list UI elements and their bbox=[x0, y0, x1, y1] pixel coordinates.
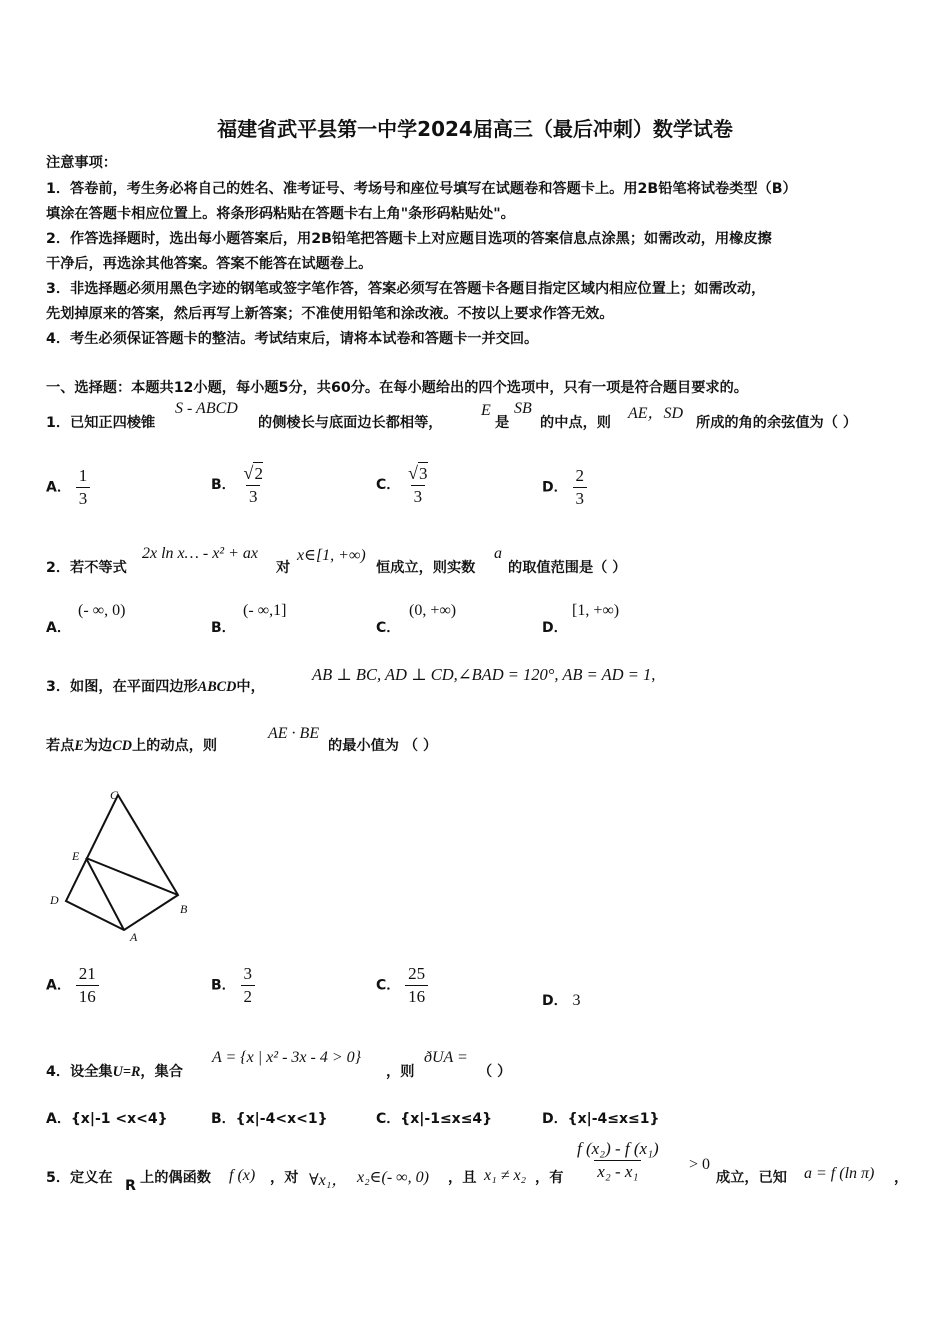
q5-math: > 0 bbox=[689, 1156, 711, 1173]
q5-math: f (x) bbox=[229, 1167, 256, 1184]
figure-label-c: C bbox=[110, 788, 119, 802]
q2-math: 2x ln x… - x² + ax bbox=[142, 545, 258, 562]
notes-line: 先划掉原来的答案，然后再写上新答案；不准使用铅笔和涂改液。不按以上要求作答无效。 bbox=[46, 306, 614, 322]
q5-set-r: R bbox=[125, 1178, 136, 1194]
quadrilateral-figure bbox=[44, 785, 204, 950]
q4-stem: （ ） bbox=[478, 1064, 512, 1080]
q2-option-d-value: [1, +∞) bbox=[572, 602, 620, 619]
figure-label-e: E bbox=[72, 849, 80, 863]
q3-stem: 3．如图，在平面四边形ABCD中， bbox=[46, 679, 265, 695]
notes-line: 2．作答选择题时，选出每小题答案后，用2B铅笔把答题卡上对应题目选项的答案信息点涂黑；如需改动，用橡皮擦 bbox=[46, 231, 772, 247]
q3-option-b[interactable]: B． $\frac{3}{2}$ bbox=[211, 963, 255, 1008]
q4-option-d[interactable]: D．{x|-4≤x≤1} bbox=[542, 1111, 660, 1127]
notes-line: 4．考生必须保证答题卡的整洁。考试结束后，请将本试卷和答题卡一并交回。 bbox=[46, 331, 539, 347]
q2-option-a-value: (- ∞, 0) bbox=[78, 602, 126, 619]
notes-heading: 注意事项： bbox=[46, 155, 117, 171]
notes-line: 干净后，再选涂其他答案。答案不能答在试题卷上。 bbox=[46, 256, 373, 272]
q4-option-c[interactable]: C．{x|-1≤x≤4} bbox=[376, 1111, 493, 1127]
q1-math: SB bbox=[514, 400, 532, 417]
q4-stem: 4．设全集U=R，集合 bbox=[46, 1064, 183, 1080]
q2-option-a[interactable]: A． bbox=[46, 620, 71, 636]
q5-math: ∀x₁， bbox=[309, 1172, 348, 1189]
q3-option-d[interactable]: D． 3 bbox=[542, 992, 581, 1009]
q2-option-b-value: (- ∞,1] bbox=[243, 602, 287, 619]
q2-stem: 2．若不等式 bbox=[46, 560, 127, 576]
figure-label-b: B bbox=[180, 902, 188, 916]
figure-segment-eb bbox=[86, 858, 178, 895]
q3-stem: 的最小值为 （ ） bbox=[328, 738, 438, 754]
q1-option-b[interactable]: B． $\frac{√2}{3}$ bbox=[211, 463, 263, 506]
q5-stem: ，有 bbox=[535, 1170, 564, 1186]
q1-stem: 是 bbox=[495, 415, 510, 431]
section-heading: 一、选择题：本题共12小题，每小题5分，共60分。在每小题给出的四个选项中，只有一项是符合题目要求的。 bbox=[46, 380, 748, 396]
q2-stem: 对 bbox=[276, 560, 291, 576]
q1-math: S - ABCD bbox=[175, 400, 238, 417]
q4-option-a[interactable]: A．{x|-1 <x<4} bbox=[46, 1111, 168, 1127]
q2-math: a bbox=[494, 545, 502, 562]
q2-stem: 的取值范围是（ ） bbox=[508, 560, 627, 576]
q1-math: AE，SD bbox=[628, 405, 684, 422]
q1-option-c[interactable]: C． $\frac{√3}{3}$ bbox=[376, 463, 428, 506]
q1-option-a[interactable]: A． $\frac{1}{3}$ bbox=[46, 465, 90, 510]
q2-option-b[interactable]: B． bbox=[211, 620, 236, 636]
q5-math: x₂∈(- ∞, 0) bbox=[357, 1169, 429, 1186]
q5-stem: ， bbox=[894, 1170, 909, 1186]
q5-stem: 上的偶函数 bbox=[140, 1170, 211, 1186]
q3-option-c[interactable]: C． $\frac{25}{16}$ bbox=[376, 963, 428, 1008]
notes-line: 填涂在答题卡相应位置上。将条形码粘贴在答题卡右上角"条形码粘贴处"。 bbox=[46, 206, 515, 222]
q5-stem: ，对 bbox=[270, 1170, 299, 1186]
q2-option-c-value: (0, +∞) bbox=[409, 602, 457, 619]
q2-stem: 恒成立，则实数 bbox=[376, 560, 476, 576]
q1-stem: 的中点，则 bbox=[540, 415, 611, 431]
q2-math: x∈[1, +∞) bbox=[297, 547, 366, 564]
q1-math: E bbox=[481, 402, 491, 419]
q5-stem: 5．定义在 bbox=[46, 1170, 113, 1186]
q5-math: a = f (ln π) bbox=[804, 1165, 875, 1182]
q1-stem: 1．已知正四棱锥 bbox=[46, 415, 156, 431]
q1-stem: 所成的角的余弦值为（ ） bbox=[696, 415, 858, 431]
q5-stem: 成立，已知 bbox=[716, 1170, 787, 1186]
q3-math: AE · BE bbox=[268, 725, 320, 742]
q5-fraction: $\frac{\text{f (x₂) - f (x₁)}}{\text{x₂ - x₁}}$ bbox=[577, 1139, 659, 1181]
q3-stem: 若点E为边CD上的动点，则 bbox=[46, 738, 218, 754]
figure-segment-ea bbox=[86, 858, 124, 930]
q4-stem: ，则 bbox=[386, 1064, 415, 1080]
q2-option-c[interactable]: C． bbox=[376, 620, 401, 636]
notes-line: 3．非选择题必须用黑色字迹的钢笔或签字笔作答，答案必须写在答题卡各题目指定区域内相应位置上；如需改动， bbox=[46, 281, 766, 297]
figure-quadrilateral bbox=[66, 795, 178, 930]
q3-option-a[interactable]: A． $\frac{21}{16}$ bbox=[46, 963, 99, 1008]
page-title: 福建省武平县第一中学2024届高三（最后冲刺）数学试卷 bbox=[217, 117, 733, 141]
q4-math: A = {x | x² - 3x - 4 > 0} bbox=[212, 1049, 362, 1066]
q4-option-b[interactable]: B．{x|-4<x<1} bbox=[211, 1111, 328, 1127]
q5-math: x₁ ≠ x₂ bbox=[484, 1167, 527, 1184]
figure-label-a: A bbox=[130, 930, 138, 944]
q2-option-d[interactable]: D． bbox=[542, 620, 568, 636]
q4-math: ðUA = bbox=[424, 1049, 468, 1066]
q1-stem: 的侧棱长与底面边长都相等， bbox=[258, 415, 443, 431]
notes-line: 1．答卷前，考生务必将自己的姓名、准考证号、考场号和座位号填写在试题卷和答题卡上。用2B铅笔将试卷类型（B） bbox=[46, 181, 797, 197]
q3-math: AB ⊥ BC, AD ⊥ CD,∠BAD = 120°, AB = AD = 1, bbox=[312, 665, 656, 684]
q5-stem: ，且 bbox=[448, 1170, 477, 1186]
q1-option-d[interactable]: D． $\frac{2}{3}$ bbox=[542, 465, 587, 510]
figure-label-d: D bbox=[50, 893, 59, 907]
